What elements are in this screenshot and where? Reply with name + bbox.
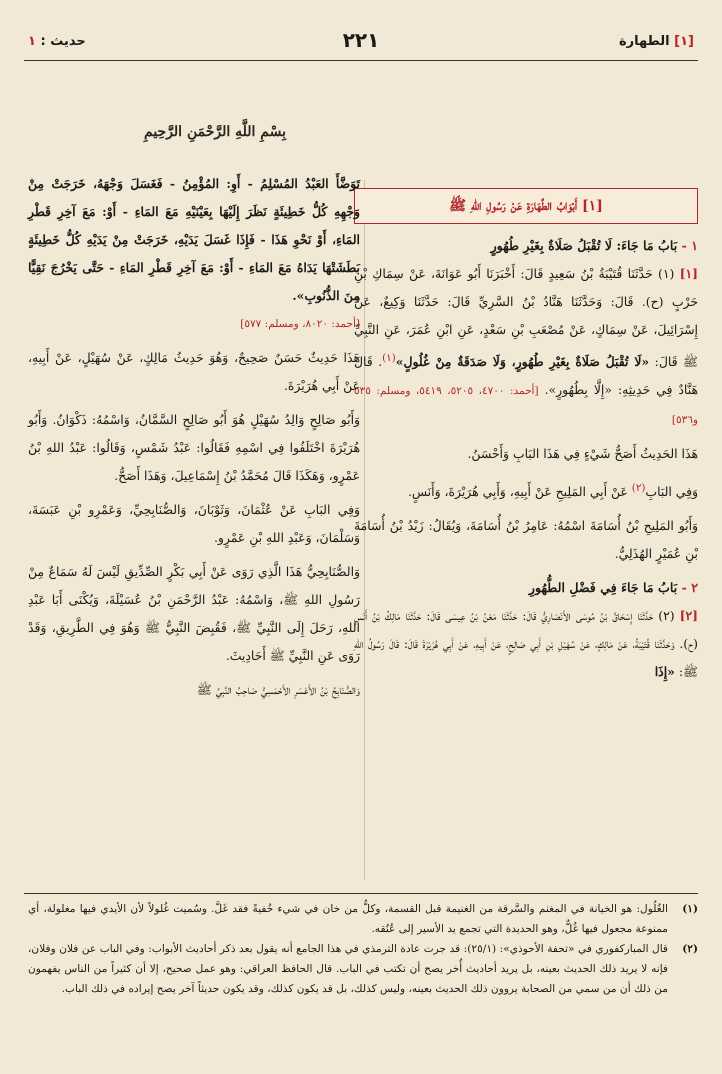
header-hadith-number: ١ [28,34,36,49]
hadith-1-reference: [أحمد: ٤٧٠٠، ٥٢٠٥، ٥٤١٩، ومسلم: ٥٣٥ و٥٣٦] [354,385,698,427]
commentary-2 [354,474,698,506]
footnote-number-2: (٢) [682,943,698,955]
bab-heading-1 [354,232,698,260]
commentary-8: وَالصُّنَابِحُ بْنُ الأَعْسَرِ الأَحْمَسِيُّ صَاحِبُ النَّبِيِّ ﷺ [196,682,360,697]
footnote-number-1: (١) [682,903,698,915]
left-column [28,170,360,704]
commentary-1: هَذَا الحَدِيثُ أَصَحُّ شَيْءٍ فِي هَذَا البَابِ وَأَحْسَنُ. [467,446,698,462]
footnote-text-1: الغُلُول: هو الخيانة في المغنم والسَّرقة من الغنيمة قبل القسمة، وكلُّ من خان في شيء خُفيةً فقد غَلَّ. وسُميت غُلولاً لأن الأيدي فيها مغلولة، أي ممنوعة مجعول فيها غُلٌّ، وهو الحديدة التي تجمع يد الأسير إلى عُنُقه. [28,903,668,935]
page-number: ٢٢١ [342,28,380,52]
page-header [28,26,694,56]
commentary-7: وَالصُّنَابِحِيُّ هَذَا الَّذِي رَوَى عَنْ أَبِي بَكْرٍ الصِّدِّيقِ لَيْسَ لَهُ سَمَاعٌ مِنْ رَسُولِ اللهِ ﷺ، وَاسْمُهُ: عَبْدُ الرَّحْمَنِ بْنُ عُسَيْلَةَ، وَيُكْنَى أَبَا عَبْدِ اللهِ، رَحَلَ إِلَى النَّبِيِّ ﷺ، فَقُبِضَ النَّبِيُّ ﷺ وَهُوَ فِي الطَّرِيقِ، وَقَدْ رَوَى عَنِ النَّبِيِّ ﷺ أَحَادِيثَ. [28,564,360,663]
hadith-2-matn-cont: تَوَضَّأَ العَبْدُ المُسْلِمُ - أَوِ: المُؤْمِنُ - فَغَسَلَ وَجْهَهُ، خَرَجَتْ مِنْ وَجْهِهِ كُلُّ خَطِيئَةٍ نَظَرَ إِلَيْهَا بِعَيْنَيْهِ مَعَ المَاءِ - أَوْ: مَعَ آخِرِ قَطْرِ المَاءِ، أَوْ نَحْوِ هَذَا - فَإِذَا غَسَلَ يَدَيْهِ، خَرَجَتْ مِنْ يَدَيْهِ كُلُّ خَطِيئَةٍ بَطَشَتْهَا يَدَاهُ مَعَ المَاءِ - أَوْ: مَعَ آخِرِ قَطْرِ المَاءِ - حَتَّى يَخْرُجَ نَقِيًّا مِنَ الذُّنُوبِ». [28,176,360,303]
hadith-2-isnad: (٢) حَدَّثَنَا إِسْحَاقُ بْنُ مُوسَى الأَنْصَارِيُّ قَالَ: حَدَّثَنَا مَعْنُ بْنُ عِيسَى قَالَ: حَدَّثَنَا مَالِكُ بْنُ أَنَسٍ (ح). وَحَدَّثَنَا قُتَيْبَةُ، عَنْ مَالِكٍ، عَنْ سُهَيْلِ بْنِ أَبِي صَالِحٍ، عَنْ أَبِيهِ، عَنْ أَبِي هُرَيْرَةَ قَالَ: قَالَ رَسُولُ اللهِ ﷺ: [354,608,698,680]
bab-number-2: ٢ - [681,580,698,596]
chapter-title: [١] أَبْوَابُ الطَّهَارَةِ عَنْ رَسُولِ اللهِ ﷺ [354,188,698,224]
commentary-3: وَأَبُو المَلِيحِ بْنُ أُسَامَةَ اسْمُهُ: عَامِرُ بْنُ أُسَامَةَ، وَيُقَالُ: زَيْدُ بْنُ أُسَامَةَ بْنِ عُمَيْرٍ الهُذَلِيُّ. [354,518,698,562]
footnotes [28,899,698,999]
commentary-6: وَفِي البَابِ عَنْ عُثْمَانَ، وَثَوْبَانَ، وَالصُّنَابِحِيِّ، وَعَمْرِو بْنِ عَبَسَةَ، وَسَلْمَانَ، وَعَبْدِ اللهِ بْنِ عَمْرٍو. [28,502,360,545]
header-chapter-title: الطهارة [619,34,670,49]
hadith-1-matn: «لَا تُقْبَلُ صَلَاةٌ بِغَيْرِ طُهُورٍ، وَلَا صَدَقَةٌ مِنْ غُلُولٍ» [395,354,650,370]
hadith-number-1: [١] [679,266,698,281]
hadith-1 [354,260,698,434]
right-column [354,188,698,686]
header-chapter-number: [١] [674,34,694,49]
commentary-2-b: عَنْ أَبِي المَلِيحِ عَنْ أَبِيهِ، وَأَبِي هُرَيْرَةَ، وَأَنَسٍ. [407,484,628,500]
hadith-1-isnad: (١) حَدَّثَنَا قُتَيْبَةُ بْنُ سَعِيدٍ قَالَ: أَخْبَرَنَا أَبُو عَوَانَةَ، عَنْ سِمَاكِ بْنِ حَرْبٍ (ح). قَالَ: وَحَدَّثَنَا هَنَّادُ بْنُ السَّرِيِّ قَالَ: حَدَّثَنَا وَكِيعٌ، عَنْ إِسْرَائِيلَ، عَنْ سِمَاكٍ، عَنْ مُصْعَبِ بْنِ سَعْدٍ، عَنِ ابْنِ عُمَرَ، عَنِ النَّبِيِّ ﷺ قَالَ: [354,266,698,370]
bab-title-1: بَابُ مَا جَاءَ: لَا تُقْبَلُ صَلَاةٌ بِغَيْرِ طُهُورٍ [490,238,678,253]
header-hadith-counter [28,34,86,49]
commentary-5: وَأَبُو صَالِحٍ وَالِدُ سُهَيْلٍ هُوَ أَبُو صَالِحٍ السَّمَّانُ، وَاسْمُهُ: ذَكْوَانُ. وَأَبُو هُرَيْرَةَ اخْتَلَفُوا فِي اسْمِهِ فَقَالُوا: عَبْدُ شَمْسٍ، وَقَالُوا: عَبْدُ اللهِ بْنُ عَمْرٍو، وَهَكَذَا قَالَ مُحَمَّدُ بْنُ إِسْمَاعِيلَ، وَهَذَا أَصَحُّ. [28,412,360,483]
hadith-2-reference: [أحمد: ٨٠٢٠، ومسلم: ٥٧٧] [240,318,360,330]
basmala: بِسْمِ اللَّهِ الرَّحْمَنِ الرَّحِيمِ [144,124,286,140]
header-rule [24,60,698,61]
hadith-2 [354,602,698,686]
footnote-rule [24,893,698,894]
commentary-4: هَذَا حَدِيثٌ حَسَنٌ صَحِيحٌ، وَهُوَ حَدِيثُ مَالِكٍ، عَنْ سُهَيْلٍ، عَنْ أَبِيهِ، عَنْ أَبِي هُرَيْرَةَ. [28,350,360,393]
bab-number-1: ١ - [681,238,698,253]
hadith-number-2: [٢] [679,608,698,624]
bab-heading-2 [354,574,698,602]
bab-title-2: بَابُ مَا جَاءَ فِي فَضْلِ الطُّهُورِ [528,580,678,596]
footnote-text-2: قال المباركفوري في «تحفة الأحوذي»: (٢٥/١): قد جرت عادة الترمذي في هذا الجامع أنه يقول بعد ذكر أحاديث الأبواب: وفي الباب عن فلان وفلان، فإنه لا يريد ذلك الحديث بعينه، بل يريد أحاديث أُخر يصح أن تكتب في الباب. قال الحافظ العراقي: وهو عمل صحيح، إلا أن كثيراً من الناس يفهمون من ذلك أن من سمي من الصحابة يروون ذلك الحديث بعينه، وليس كذلك، بل قد يكون كذلك، وقد يكون حديثاً آخر يصح إيراده في ذلك الباب. [28,943,668,995]
footnote-2 [28,939,698,999]
commentary-2-a: وَفِي البَابِ [645,484,698,500]
header-hadith-label: حديث : [40,34,86,49]
footnote-1 [28,899,698,939]
footnote-ref-1: (١) [382,352,396,364]
hadith-1-rest: . قَالَ هَنَّادٌ فِي حَدِيثِهِ: «إِلَّا بِطُهُورٍ». [354,354,698,398]
footnote-ref-2: (٢) [631,482,646,495]
hadith-2-matn-start: «إِذَا [654,664,675,680]
